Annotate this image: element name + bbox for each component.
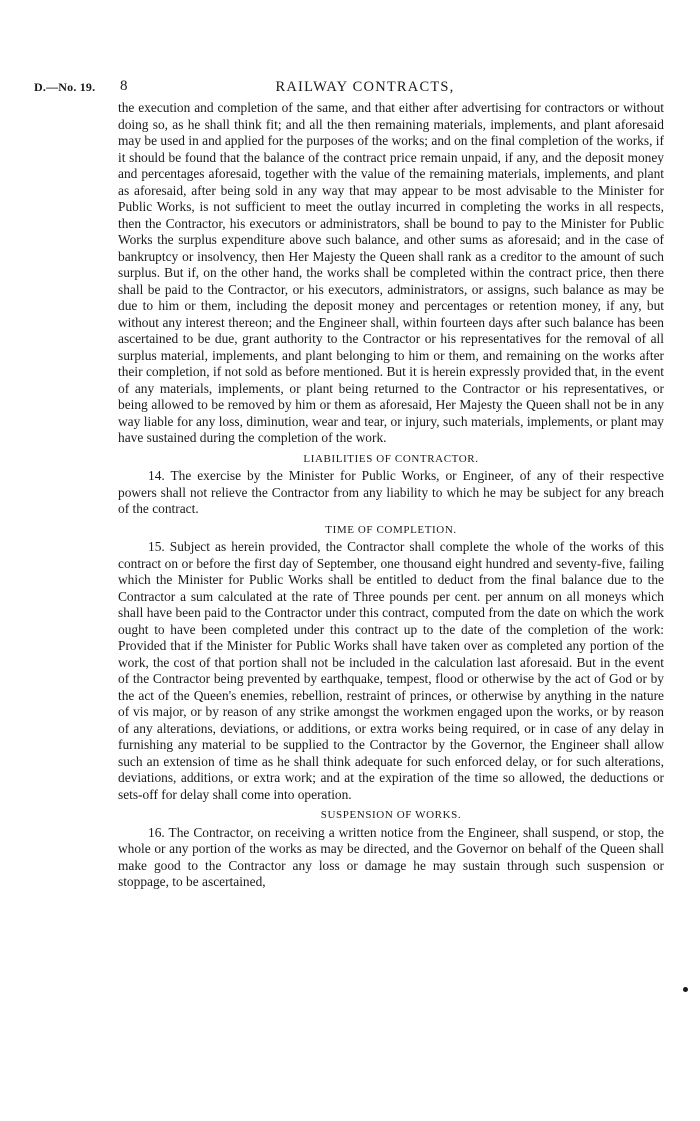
document-reference: D.—No. 19. <box>34 80 96 94</box>
section-heading: LIABILITIES OF CONTRACTOR. <box>303 452 479 465</box>
running-title: RAILWAY CONTRACTS, <box>275 79 455 95</box>
paragraph: the execution and completion of the same, and that either after advertising for contractors or without doing so, as he shall think fit; and all the then remaining materials, implements, and plant aforesaid may be used in and applied for the purposes of the works; and on the final completion of the works, if it should be found that the balance of the contract price remain unpaid, if any, and the deposit money and percentages aforesaid, together with the value of the remaining materials, implements, and plant as aforesaid, after being sold in any way that may appear to be most advisable to the Minister for Public Works, is not sufficient to meet the outlay incurred in completing the works in all respects, then the Contractor, his executors or administrators, shall be bound to pay to the Minister for Public Works the surplus expenditure above such balance, and other sums as aforesaid; and in the case of bankruptcy or insolvency, then Her Majesty the Queen shall rank as a creditor to the amount of such surplus. But if, on the other hand, the works shall be completed within the contract price, then there shall be paid to the Contractor, or his executors, administrators, or assigns, such balance as may be due to him or them, including the deposit money and percentages or retention money, if any, but without any interest thereon; and the Engineer shall, within fourteen days after such balance has been ascertained to be due, grant authority to the Contractor or his representatives for the removal of all surplus material, implements, and plant belonging to him or them, and remaining on the works after their completion, if not sold as before mentioned. But it is herein expressly provided that, in the event of any materials, implements, or plant being returned to the Contractor or his representatives, or being allowed to be removed by him or them as aforesaid, Her Majesty the Queen shall not be in any way liable for any loss, diminution, wear and tear, or injury, such materials, implements, or plant may have sustained during the completion of the work. <box>118 100 664 445</box>
section-liabilities <box>118 451 664 518</box>
section-time-of-completion <box>118 522 664 804</box>
paragraph: 16. The Contractor, on receiving a written notice from the Engineer, shall suspend, or stop, the whole or any portion of the works as may be directed, and the Governor on behalf of the Queen shall make good to the Contractor any loss or damage he may sustain through such suspension or stoppage, to be ascertained, <box>118 824 664 889</box>
margin-dot <box>683 987 688 992</box>
section-heading: SUSPENSION OF WORKS. <box>320 809 462 821</box>
page-header <box>0 78 700 100</box>
section-heading: TIME OF COMPLETION. <box>325 523 457 536</box>
paragraph: 15. Subject as herein provided, the Contractor shall complete the whole of the works of this contract on or before the first day of September, one thousand eight hundred and seventy-five, failing which the Minister for Public Works shall be entitled to deduct from the final balance due to the Contractor a sum calculated at the rate of Three pounds per cent. per annum on all moneys which shall have been paid to the Contractor under this contract, computed from the date on which the work ought to have been completed under this contract up to the date of the completion of the work: Provided that if the Minister for Public Works shall have taken over as completed any portion of the work, the cost of that portion shall not be included in the calculation last aforesaid. But in the event of the Contractor being prevented by earthquake, tempest, flood or otherwise by the act of God or by the act of the Queen's enemies, rebellion, restraint of princes, or otherwise by anything in the nature of vis major, or by reason of any strike amongst the workmen engaged upon the works, or by reason of any alterations, deviations, or additions, or extra works being required, or in case of any delay in furnishing any material to be supplied to the Contractor by the Governor, the Engineer shall allow such an extension of time as he shall think adequate for such enforced delay, or for such alterations, deviations, additions, or extra work; and at the expiration of the time so allowed, the deductions or sets-off for delay shall come into operation. <box>118 539 664 802</box>
body-text <box>118 100 664 891</box>
section-suspension <box>118 807 664 891</box>
paragraph: 14. The exercise by the Minister for Public Works, or Engineer, of any of their respective powers shall not relieve the Contractor from any liability to which he may be subject for any breach of the contract. <box>118 468 664 516</box>
section-continuation <box>118 100 664 447</box>
page-number: 8 <box>120 78 128 94</box>
